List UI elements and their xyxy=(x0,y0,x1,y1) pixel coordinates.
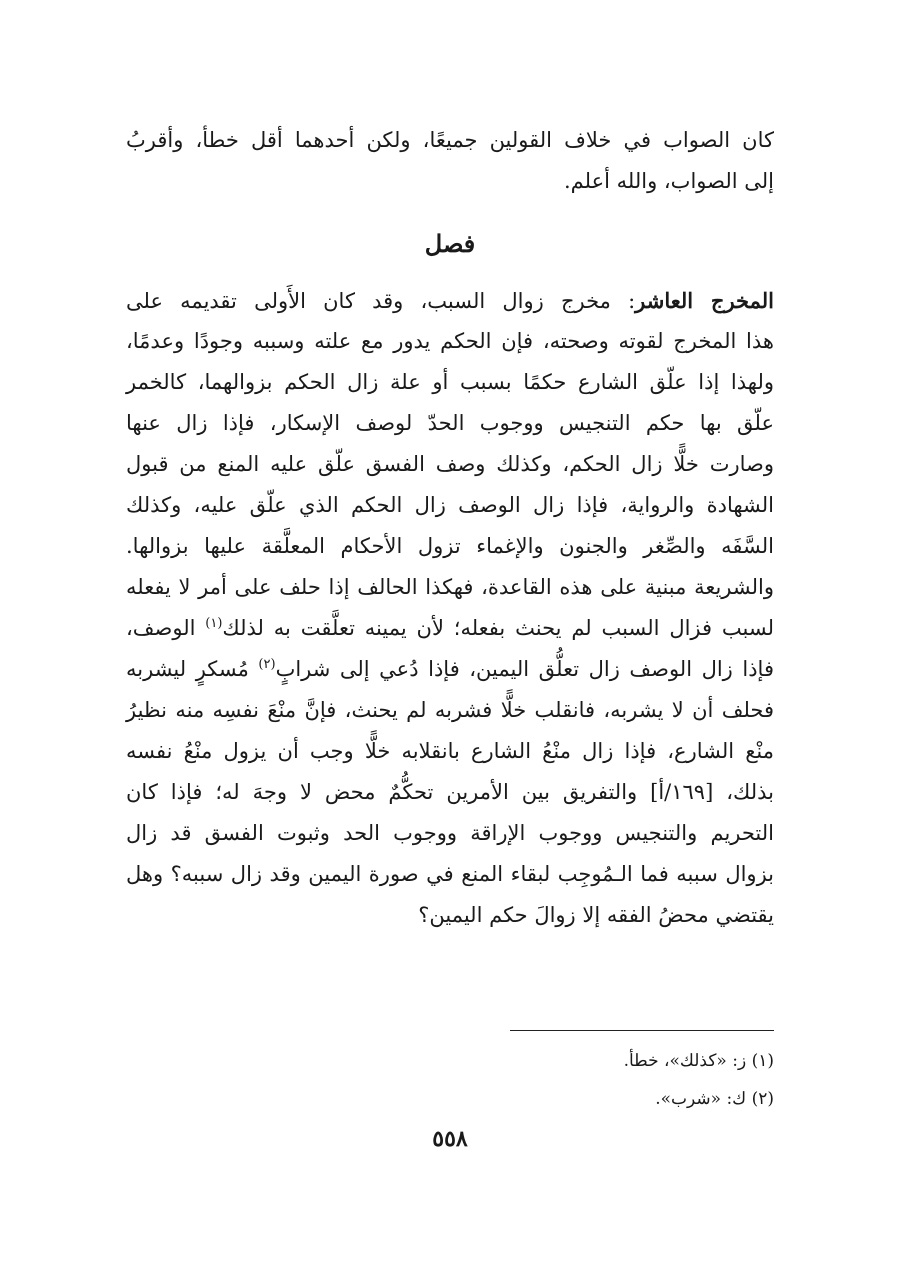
text-line: وصارت خلًّا زال الحكم، وكذلك وصف الفسق علّق عليه المنع من قبول xyxy=(126,452,774,476)
text-line: هذا المخرج لقوته وصحته، فإن الحكم يدور مع علته وسببه وجودًا وعدمًا، xyxy=(126,329,774,353)
text-run: فإذا زال الوصف زال تعلُّق اليمين، فإذا دُعي إلى شرابٍ xyxy=(275,657,774,681)
text-line xyxy=(126,608,774,649)
body-paragraph xyxy=(126,280,774,936)
footnotes xyxy=(126,1042,774,1118)
section-heading: فصل xyxy=(424,229,476,258)
text-line: التحريم والتنجيس ووجوب الإراقة ووجوب الحد وثبوت الفسق قد زال xyxy=(126,821,774,845)
text-line: الشهادة والرواية، فإذا زال الوصف زال الحكم الذي علّق عليه، وكذلك xyxy=(126,493,774,517)
text-line: بزوال سببه فما الـمُوجِب لبقاء المنع في صورة اليمين وقد زال سببه؟ وهل xyxy=(126,862,774,886)
text-run: : مخرج زوال السبب، وقد كان الأَولى تقديمه على xyxy=(126,289,636,313)
section-title-inline: المخرج العاشر xyxy=(635,288,774,313)
text-line: السَّفَه والصِّغر والجنون والإغماء تزول الأحكام المعلَّقة عليها بزوالها. xyxy=(126,534,774,558)
footnote-reference-1[interactable]: (١) xyxy=(205,616,223,631)
footnote-reference-2[interactable]: (٢) xyxy=(258,657,276,672)
text-line: يقتضي محضُ الفقه إلا زوالَ حكم اليمين؟ xyxy=(418,903,774,927)
text-run: الوصف، xyxy=(126,616,206,640)
page-number: ٥٥٨ xyxy=(432,1126,468,1152)
footnote-divider xyxy=(510,1030,774,1031)
text-line: منْع الشارع، فإذا زال منْعُ الشارع بانقلابه خلًّا وجب أن يزول منْعُ نفسه xyxy=(126,739,774,763)
text-line: إلى الصواب، والله أعلم. xyxy=(564,169,774,193)
text-line: بذلك، [١٦٩/أ] والتفريق بين الأمرين تحكُّمٌ محض لا وجهَ له؛ فإذا كان xyxy=(126,780,774,804)
intro-paragraph xyxy=(126,120,774,202)
text-line: علّق بها حكم التنجيس ووجوب الحدّ لوصف الإسكار، فإذا زال عنها xyxy=(126,411,774,435)
text-run: لسبب فزال السبب لم يحنث بفعله؛ لأن يمينه تعلَّقت به لذلك xyxy=(222,616,774,640)
text-line: كان الصواب في خلاف القولين جميعًا، ولكن أحدهما أقل خطأ، وأقربُ xyxy=(126,128,774,152)
footnote-1: (١) ز: «كذلك»، خطأ. xyxy=(623,1051,774,1071)
text-line: فحلف أن لا يشربه، فانقلب خلًّا فشربه لم يحنث، فإنَّ منْعَ نفسِه منه نظيرُ xyxy=(126,698,774,722)
text-line xyxy=(126,649,774,690)
text-line: ولهذا إذا علّق الشارع حكمًا بسبب أو علة زال الحكم بزوالهما، كالخمر xyxy=(126,370,774,394)
footnote-2: (٢) ك: «شرب». xyxy=(655,1089,774,1109)
text-run: مُسكرٍ ليشربه xyxy=(126,657,259,681)
text-line: والشريعة مبنية على هذه القاعدة، فهكذا الحالف إذا حلف على أمر لا يفعله xyxy=(126,575,774,599)
text-line xyxy=(126,280,774,321)
